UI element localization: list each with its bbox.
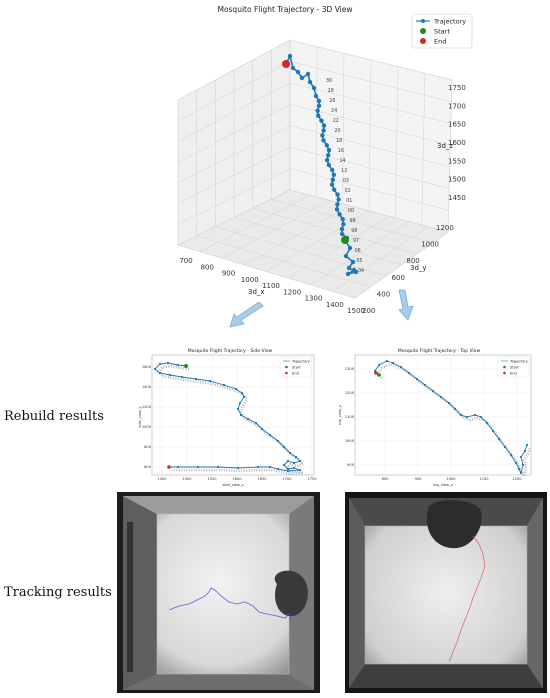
trajectory-point [287, 470, 289, 472]
trajectory-point [340, 232, 344, 236]
trajectory-point [269, 466, 271, 468]
end-marker [374, 371, 378, 375]
chart-title: Mosquito Flight Trajectory - Side View [187, 349, 273, 354]
trajectory-point [518, 468, 520, 470]
tracking-photo-top [345, 492, 547, 693]
y-tick-label: 600 [391, 273, 405, 282]
point-annotation: 12 [341, 169, 348, 174]
trajectory-point [524, 450, 526, 452]
x-tick-label: 1100 [479, 477, 489, 481]
x-tick-label: 1000 [446, 477, 456, 481]
trajectory-point [335, 192, 339, 196]
chart-title: Mosquito Flight Trajectory - Top View [397, 349, 481, 354]
trajectory-point [408, 372, 410, 374]
z-axis-label: 3d_z [437, 142, 454, 150]
trajectory-point [510, 454, 512, 456]
x-tick-label: 1700 [282, 477, 292, 481]
point-annotation: 97 [352, 239, 360, 244]
trajectory-point [400, 366, 402, 368]
trajectory-point [159, 363, 161, 365]
x-axis-label: 3d_x [248, 288, 265, 296]
trajectory-point [277, 468, 279, 470]
trajectory-point [195, 378, 197, 380]
trajectory-point [223, 384, 225, 386]
trajectory-top-view-chart [335, 345, 535, 487]
trajectory-point [257, 466, 259, 468]
trajectory-point [300, 76, 304, 80]
x-tick-label: 1500 [182, 477, 192, 481]
z-tick-label: 1700 [448, 102, 466, 111]
legend-start: Start [434, 27, 450, 36]
trajectory-point [237, 408, 239, 410]
x-tick-label: 800 [200, 263, 214, 272]
x-tick-label: 1100 [262, 282, 280, 290]
trajectory-point [177, 364, 179, 366]
point-annotation: 26 [329, 99, 336, 104]
point-annotation: 05 [356, 259, 363, 264]
x-tick-label: 1400 [325, 300, 344, 309]
trajectory-point [320, 133, 324, 137]
y-tick-label: 1200 [436, 224, 454, 232]
trajectory-point [392, 362, 394, 364]
start-marker [341, 236, 349, 244]
point-annotation: 00 [347, 209, 355, 214]
legend-end: End [434, 37, 447, 46]
x-tick-label: 800 [381, 477, 389, 481]
y-tick-label: 400 [376, 290, 391, 299]
y-tick-label: 1000 [141, 425, 151, 430]
trajectory-point [326, 153, 330, 157]
point-annotation: 14 [339, 159, 346, 164]
x-tick-label: 1750 [307, 477, 317, 481]
trajectory-point [287, 460, 289, 462]
legend-end: End [292, 371, 299, 376]
trajectory-point [526, 444, 528, 446]
end-marker [282, 60, 290, 68]
trajectory-point [330, 168, 334, 172]
trajectory-point [317, 104, 321, 108]
trajectory-point [306, 72, 310, 76]
y-tick-label: 1200 [344, 391, 354, 396]
trajectory-point [515, 462, 517, 464]
end-marker [167, 465, 171, 469]
trajectory-side-view-chart [138, 345, 318, 487]
z-tick-label: 1750 [448, 84, 466, 92]
point-annotation: 99 [349, 219, 356, 224]
trajectory-point [181, 376, 183, 378]
trajectory-point [239, 402, 241, 404]
point-annotation: 18 [336, 139, 343, 144]
trajectory-point [159, 372, 161, 374]
y-tick-label: 800 [406, 257, 420, 266]
y-tick-label: 800 [144, 445, 151, 450]
legend [498, 357, 529, 377]
trajectory-point [325, 143, 329, 147]
legend-end: End [510, 371, 517, 376]
rebuild-results-label: Rebuild results [4, 409, 104, 424]
trajectory-point [295, 456, 297, 458]
trajectory-point [287, 468, 289, 470]
trajectory-point [498, 438, 500, 440]
trajectory-point [331, 178, 335, 182]
trajectory-point [340, 227, 344, 231]
trajectory-point [352, 268, 356, 272]
trajectory-point [474, 414, 476, 416]
x-tick-label: 1300 [304, 294, 323, 303]
trajectory-point [217, 466, 219, 468]
trajectory-point [341, 217, 345, 221]
legend [412, 14, 472, 48]
trajectory-point [315, 109, 319, 113]
trajectory-point [344, 254, 348, 258]
y-tick-label: 200 [362, 307, 376, 315]
z-tick-label: 1600 [448, 139, 466, 147]
legend-trajectory: Trajectory [510, 359, 528, 364]
z-tick-label: 1650 [448, 120, 466, 129]
trajectory-point [480, 416, 482, 418]
legend-start: Start [510, 365, 519, 370]
tracking-photo-side [117, 492, 320, 693]
trajectory-point [237, 467, 239, 469]
y-axis-label: 3d_y [410, 264, 427, 272]
trajectory-point [327, 163, 331, 167]
y-axis-label: side_view_y [138, 406, 142, 428]
trajectory-point [520, 456, 522, 458]
trajectory-point [169, 374, 171, 376]
z-tick-label: 1500 [448, 175, 466, 184]
point-annotation: 98 [351, 229, 358, 234]
point-annotation: 22 [332, 119, 339, 124]
point-annotation: 02 [344, 189, 351, 194]
trajectory-3d-chart [150, 0, 480, 320]
trajectory-point [197, 466, 199, 468]
trajectory-point [255, 422, 257, 424]
trajectory-point [332, 187, 336, 191]
y-tick-label: 1200 [141, 405, 151, 410]
point-annotation: 28 [327, 89, 334, 94]
trajectory-point [336, 197, 340, 201]
trajectory-point [347, 266, 351, 270]
x-tick-label: 1550 [207, 477, 217, 481]
trajectory-point [440, 396, 442, 398]
trajectory-point [522, 464, 524, 466]
y-axis-label: top_view_y [338, 405, 342, 425]
trajectory-point [241, 392, 243, 394]
z-tick-label: 1450 [448, 194, 466, 202]
arrow-down-right-icon [395, 288, 417, 322]
point-annotation: 03 [342, 179, 349, 184]
trajectory-point [454, 408, 456, 410]
x-tick-label: 900 [221, 269, 236, 278]
y-tick-label: 1600 [141, 365, 151, 370]
trajectory-point [317, 99, 321, 103]
legend [280, 357, 311, 377]
legend-trajectory: Trajectory [434, 17, 467, 26]
y-tick-label: 1300 [344, 367, 354, 372]
trajectory-point [293, 467, 295, 469]
trajectory-point [277, 440, 279, 442]
x-axis-label: side_view_z [222, 483, 244, 487]
trajectory-point [283, 446, 285, 448]
x-tick-label: 1600 [232, 477, 242, 481]
trajectory-point [167, 362, 169, 364]
x-tick-label: 1200 [512, 477, 522, 481]
trajectory-point [348, 246, 352, 250]
x-tick-label: 1450 [157, 477, 167, 481]
x-axis-label: top_view_x [433, 483, 453, 487]
trajectory-point [332, 173, 336, 177]
point-annotation: 20 [334, 129, 341, 134]
trajectory-point [289, 452, 291, 454]
trajectory-point [351, 260, 355, 264]
trajectory-point [299, 469, 301, 471]
trajectory-point [316, 114, 320, 118]
trajectory-point [386, 360, 388, 362]
trajectory-point [335, 202, 339, 206]
trajectory-point [327, 148, 331, 152]
trajectory-point [520, 472, 522, 474]
trajectory-point [330, 183, 334, 187]
legend-start: Start [292, 365, 301, 370]
y-tick-label: 1000 [344, 439, 354, 444]
trajectory-point [291, 66, 295, 70]
trajectory-point [321, 138, 325, 142]
y-tick-label: 600 [144, 465, 151, 470]
trajectory-point [177, 466, 179, 468]
point-annotation: 06 [354, 249, 361, 254]
trajectory-point [337, 212, 341, 216]
legend-trajectory: Trajectory [292, 359, 310, 364]
z-tick-label: 1550 [448, 157, 466, 166]
trajectory-point [312, 86, 316, 90]
trajectory-point [486, 422, 488, 424]
trajectory-point [243, 396, 245, 398]
x-tick-label: 1650 [257, 477, 267, 481]
x-tick-label: 1500 [347, 307, 365, 315]
point-annotation: 04 [358, 269, 365, 274]
x-tick-label: 1200 [283, 288, 302, 297]
trajectory-point [308, 80, 312, 84]
trajectory-point [235, 388, 237, 390]
trajectory-point [322, 123, 326, 127]
y-tick-label: 1100 [344, 415, 354, 420]
trajectory-point [154, 368, 156, 370]
trajectory-point [261, 428, 263, 430]
trajectory-point [416, 378, 418, 380]
y-tick-label: 1000 [421, 240, 440, 249]
point-annotation: 24 [331, 109, 338, 114]
point-annotation: 30 [326, 79, 333, 84]
trajectory-point [448, 402, 450, 404]
trajectory-point [240, 414, 242, 416]
trajectory-point [288, 54, 292, 58]
trajectory-point [504, 446, 506, 448]
tracking-results-label: Tracking results [4, 585, 112, 600]
x-tick-label: 1000 [240, 275, 259, 284]
trajectory-point [269, 434, 271, 436]
trajectory-point [335, 207, 339, 211]
trajectory-point [319, 118, 323, 122]
point-annotation: 01 [346, 199, 353, 204]
start-marker [377, 373, 381, 377]
arrow-down-left-icon [225, 300, 265, 330]
trajectory-point [492, 430, 494, 432]
y-tick-label: 900 [347, 463, 354, 468]
trajectory-point [299, 460, 301, 462]
y-tick-label: 1400 [141, 385, 151, 390]
trajectory-point [296, 70, 300, 74]
trajectory-point [432, 390, 434, 392]
x-tick-label: 700 [179, 257, 193, 265]
trajectory-point [346, 272, 350, 276]
trajectory-point [209, 380, 211, 382]
chart-title: Mosquito Flight Trajectory - 3D View [217, 5, 353, 14]
trajectory-point [341, 222, 345, 226]
trajectory-point [424, 384, 426, 386]
trajectory-point [247, 418, 249, 420]
trajectory-point [293, 462, 295, 464]
x-tick-label: 900 [414, 477, 422, 481]
point-annotation: 16 [337, 149, 344, 154]
start-marker [184, 364, 188, 368]
trajectory-point [321, 128, 325, 132]
trajectory-point [314, 94, 318, 98]
trajectory-point [460, 414, 462, 416]
trajectory-point [283, 464, 285, 466]
trajectory-point [466, 416, 468, 418]
trajectory-point [378, 364, 380, 366]
trajectory-point [325, 158, 329, 162]
